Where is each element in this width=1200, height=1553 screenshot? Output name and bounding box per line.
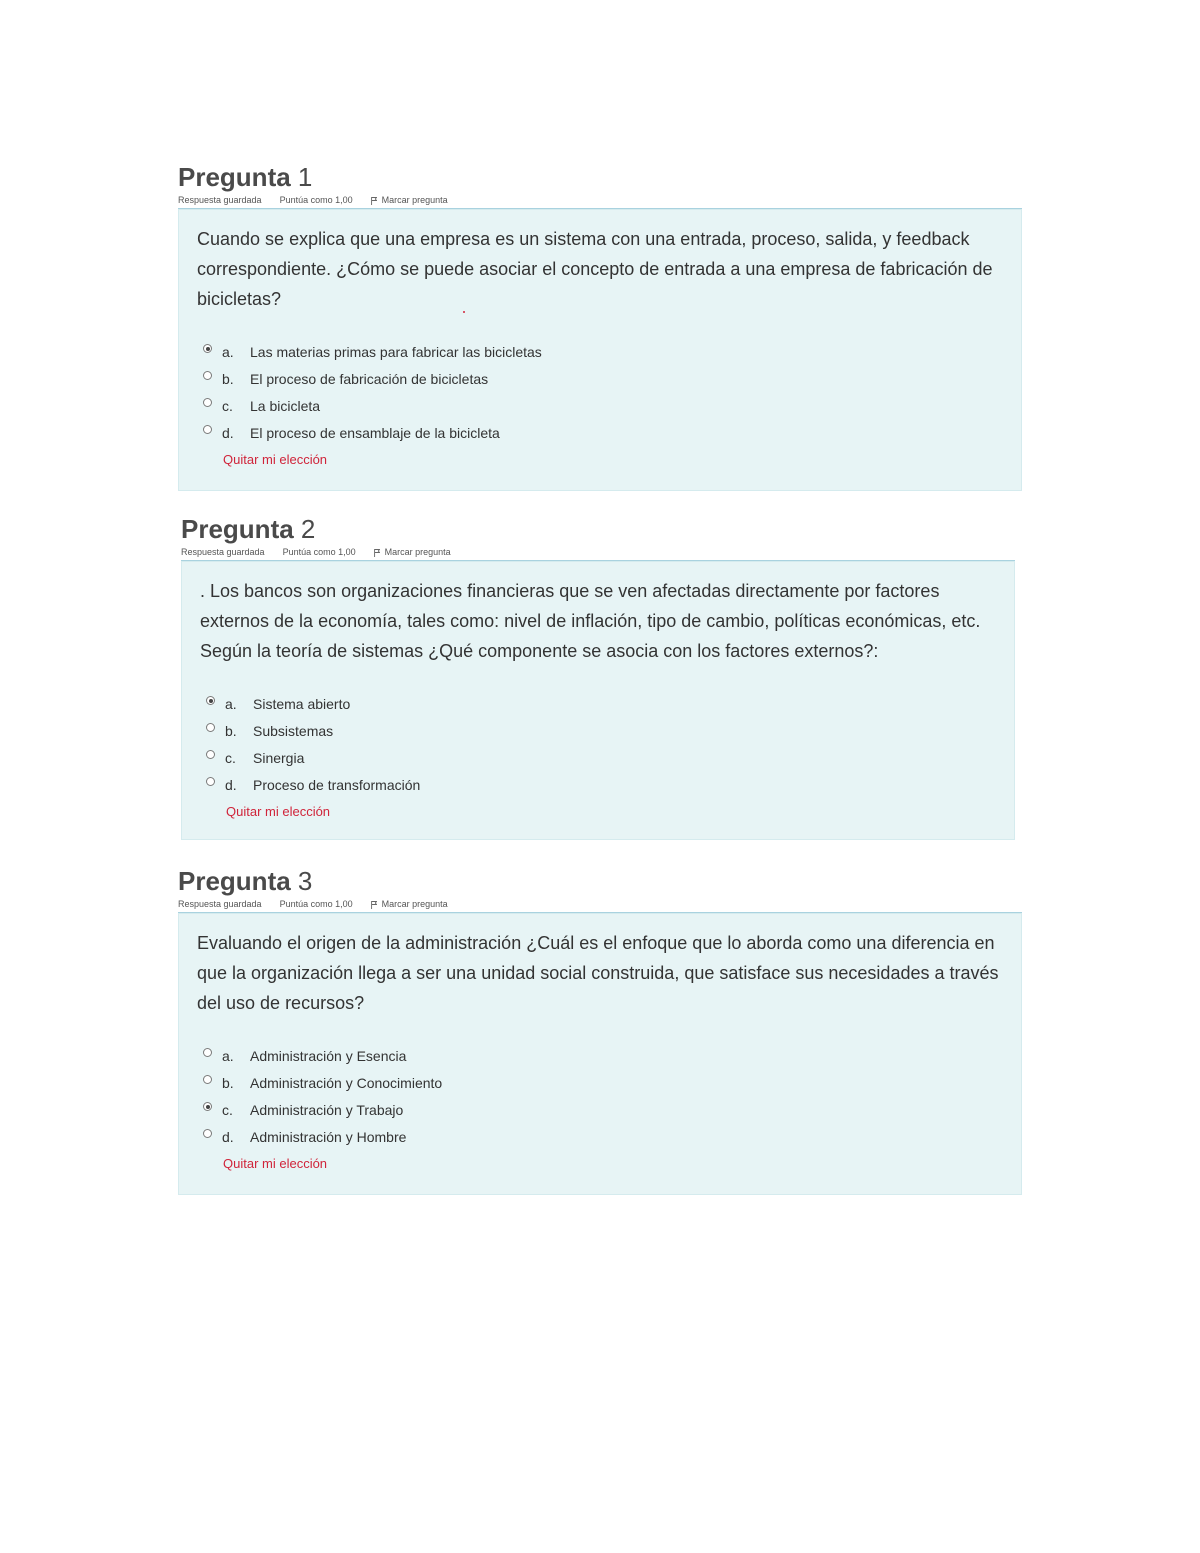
question-content bbox=[178, 209, 1022, 491]
answer-label: Administración y Hombre bbox=[250, 1128, 407, 1145]
radio-button[interactable] bbox=[206, 750, 215, 759]
answer-label: Subsistemas bbox=[253, 722, 334, 739]
answer-letter: a. bbox=[225, 695, 237, 712]
question-3 bbox=[178, 866, 1022, 1195]
answer-letter: b. bbox=[225, 722, 237, 739]
question-text: Evaluando el origen de la administración ¿Cuál es el enfoque que lo aborda como una diferencia en que la organización llega a ser una unidad social construida, que satisface sus necesidades a través del uso de recursos? bbox=[197, 933, 999, 1013]
flag-question-link[interactable] bbox=[371, 899, 448, 909]
answer-option[interactable] bbox=[203, 1123, 1003, 1150]
answer-label: Sinergia bbox=[253, 749, 305, 766]
answer-option[interactable] bbox=[203, 1042, 1003, 1069]
status-saved: Respuesta guardada bbox=[181, 547, 265, 557]
question-text: Cuando se explica que una empresa es un sistema con una entrada, proceso, salida, y feedback correspondiente. ¿Cómo se puede asociar el concepto de entrada a una empresa de fabricación de bicicletas? bbox=[197, 229, 993, 309]
answer-label: La bicicleta bbox=[250, 397, 321, 414]
question-title bbox=[178, 162, 1022, 192]
answer-letter: c. bbox=[225, 749, 236, 766]
radio-button[interactable] bbox=[206, 777, 215, 786]
question-title-label: Pregunta bbox=[178, 162, 291, 192]
answer-option[interactable] bbox=[203, 338, 1003, 365]
answer-label: El proceso de ensamblaje de la bicicleta bbox=[250, 424, 500, 441]
answer-list bbox=[206, 690, 996, 798]
answer-option[interactable] bbox=[206, 771, 996, 798]
radio-button[interactable] bbox=[203, 344, 212, 353]
question-text: . Los bancos son organizaciones financieras que se ven afectadas directamente por factores externos de la economía, tales como: nivel de inflación, tipo de cambio, políticas económicas, etc. Según la teoría de sistemas ¿Qué componente se asocia con los factores externos?: bbox=[200, 581, 981, 661]
answer-option[interactable] bbox=[203, 365, 1003, 392]
score-info: Puntúa como 1,00 bbox=[282, 547, 356, 557]
flag-question-label: Marcar pregunta bbox=[384, 547, 451, 557]
question-number: 3 bbox=[297, 866, 313, 896]
answer-option[interactable] bbox=[203, 419, 1003, 446]
question-2 bbox=[181, 514, 1015, 840]
answer-option[interactable] bbox=[206, 717, 996, 744]
flag-icon bbox=[374, 549, 380, 557]
question-title bbox=[181, 514, 1015, 544]
answer-option[interactable] bbox=[203, 1096, 1003, 1123]
question-meta bbox=[181, 545, 1015, 561]
answer-letter: d. bbox=[222, 1128, 234, 1145]
answer-letter: b. bbox=[222, 1074, 234, 1091]
score-info: Puntúa como 1,00 bbox=[279, 195, 353, 205]
question-number: 2 bbox=[300, 514, 316, 544]
answer-letter: d. bbox=[222, 424, 234, 441]
question-content bbox=[181, 561, 1015, 840]
question-title bbox=[178, 866, 1022, 896]
radio-button[interactable] bbox=[203, 398, 212, 407]
status-saved: Respuesta guardada bbox=[178, 899, 262, 909]
answer-label: Administración y Trabajo bbox=[250, 1101, 404, 1118]
answer-letter: d. bbox=[225, 776, 237, 793]
status-saved: Respuesta guardada bbox=[178, 195, 262, 205]
answer-letter: a. bbox=[222, 343, 234, 360]
flag-icon bbox=[371, 901, 377, 909]
radio-button[interactable] bbox=[203, 425, 212, 434]
answer-list bbox=[203, 1042, 1003, 1150]
flag-question-label: Marcar pregunta bbox=[381, 899, 448, 909]
radio-button[interactable] bbox=[203, 1102, 212, 1111]
flag-icon bbox=[371, 197, 377, 205]
answer-label: Administración y Conocimiento bbox=[250, 1074, 443, 1091]
question-meta bbox=[178, 193, 1022, 209]
answer-letter: a. bbox=[222, 1047, 234, 1064]
answer-label: El proceso de fabricación de bicicletas bbox=[250, 370, 489, 387]
answer-option[interactable] bbox=[203, 1069, 1003, 1096]
answer-option[interactable] bbox=[206, 690, 996, 717]
radio-button[interactable] bbox=[203, 371, 212, 380]
clear-choice-link[interactable]: Quitar mi elección bbox=[223, 452, 328, 467]
answer-label: Proceso de transformación bbox=[253, 776, 421, 793]
answer-label: Las materias primas para fabricar las bicicletas bbox=[250, 343, 542, 360]
question-meta bbox=[178, 897, 1022, 913]
answer-option[interactable] bbox=[206, 744, 996, 771]
answer-letter: c. bbox=[222, 1101, 233, 1118]
radio-button[interactable] bbox=[203, 1075, 212, 1084]
answer-label: Administración y Esencia bbox=[250, 1047, 407, 1064]
answer-option[interactable] bbox=[203, 392, 1003, 419]
answer-letter: b. bbox=[222, 370, 234, 387]
red-dot-mark bbox=[463, 311, 465, 313]
clear-choice-link[interactable]: Quitar mi elección bbox=[223, 1156, 328, 1171]
flag-question-label: Marcar pregunta bbox=[381, 195, 448, 205]
answer-letter: c. bbox=[222, 397, 233, 414]
radio-button[interactable] bbox=[203, 1048, 212, 1057]
question-number: 1 bbox=[297, 162, 313, 192]
radio-button[interactable] bbox=[206, 723, 215, 732]
question-content bbox=[178, 913, 1022, 1195]
question-1 bbox=[178, 162, 1022, 491]
clear-choice-link[interactable]: Quitar mi elección bbox=[226, 804, 331, 819]
answer-list bbox=[203, 338, 1003, 446]
flag-question-link[interactable] bbox=[371, 195, 448, 205]
question-title-label: Pregunta bbox=[178, 866, 291, 896]
radio-button[interactable] bbox=[206, 696, 215, 705]
radio-button[interactable] bbox=[203, 1129, 212, 1138]
score-info: Puntúa como 1,00 bbox=[279, 899, 353, 909]
question-title-label: Pregunta bbox=[181, 514, 294, 544]
answer-label: Sistema abierto bbox=[253, 695, 351, 712]
flag-question-link[interactable] bbox=[374, 547, 451, 557]
